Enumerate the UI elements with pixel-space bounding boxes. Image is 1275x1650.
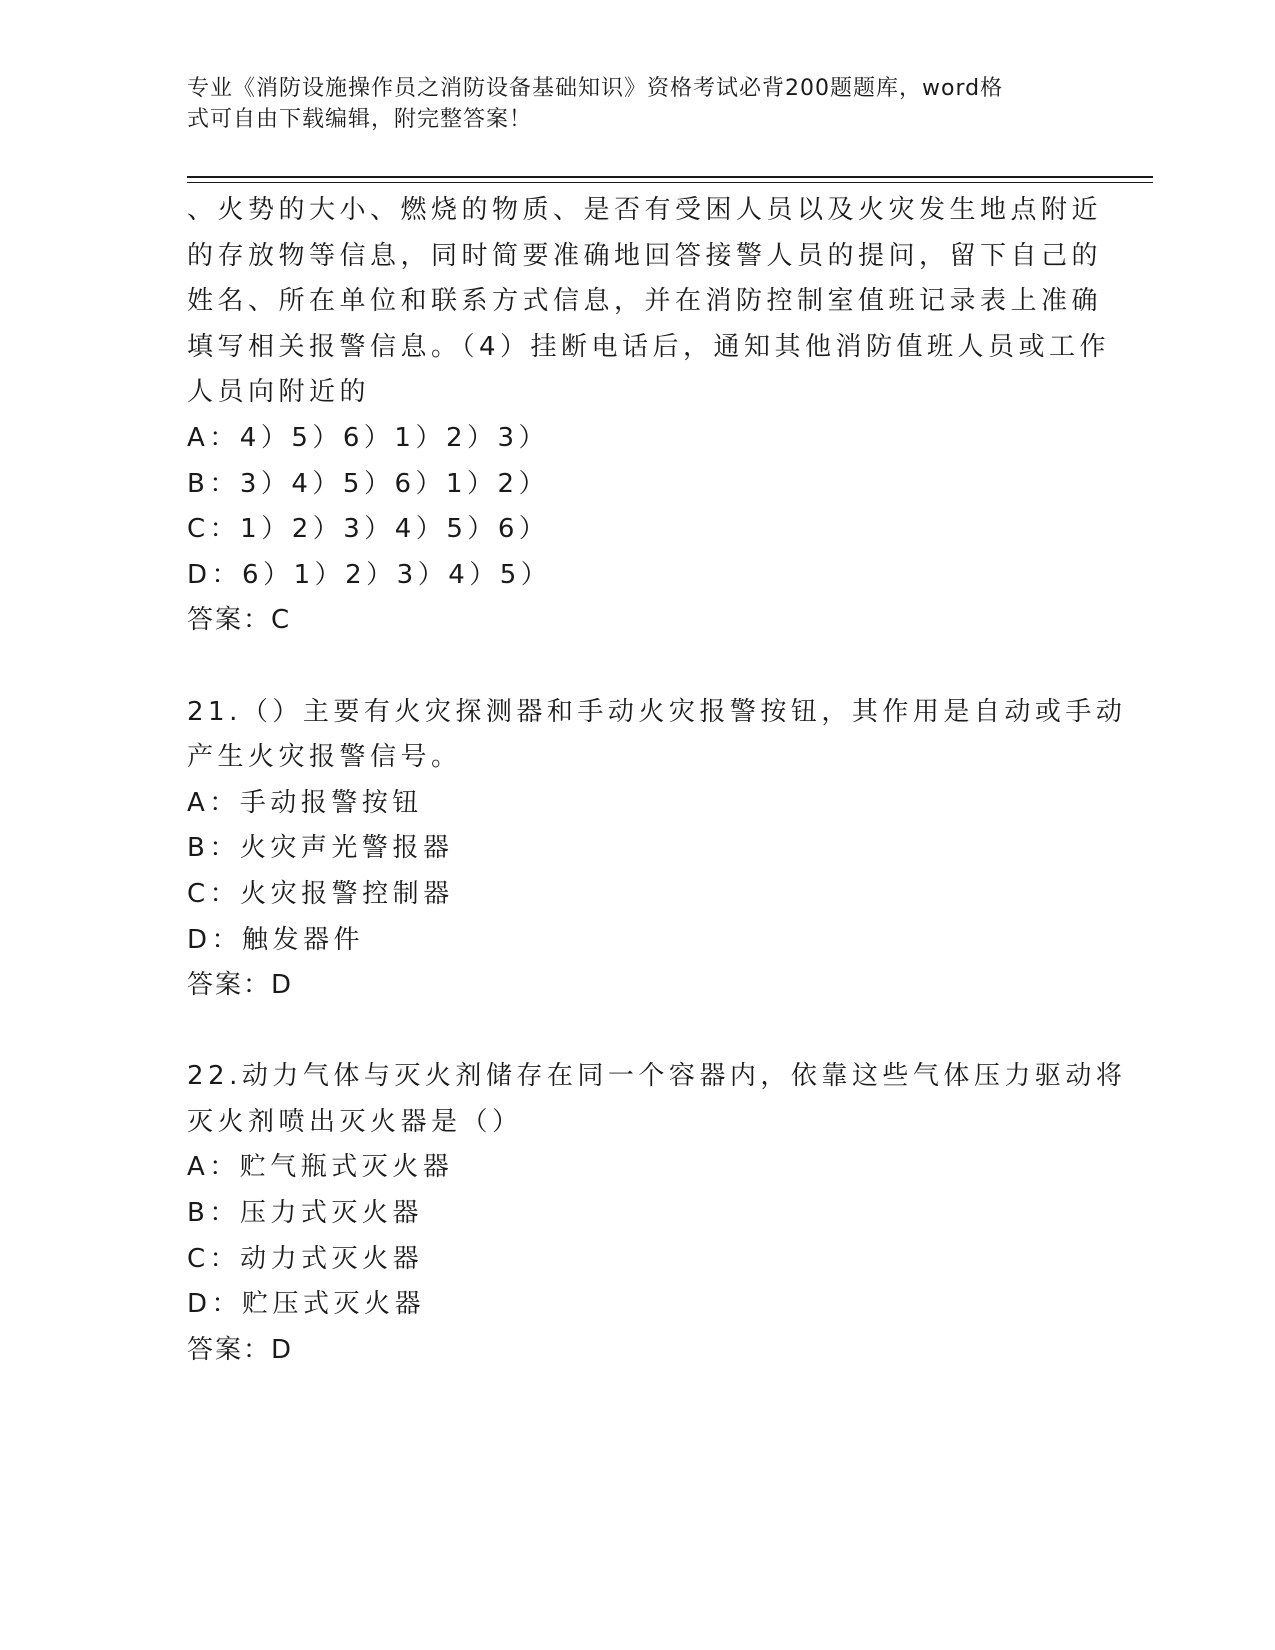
option-d: D：6）1）2）3）4）5） xyxy=(187,559,552,590)
header-line: 式可自由下载编辑，附完整答案！ xyxy=(187,107,533,132)
option-d: D：触发器件 xyxy=(187,924,365,955)
option-b: B：3）4）5）6）1）2） xyxy=(187,468,550,499)
option-b: B：压力式灭火器 xyxy=(187,1198,423,1229)
header-divider-thin xyxy=(187,182,1153,183)
question-21 xyxy=(187,690,1127,1009)
option-a: A：贮气瓶式灭火器 xyxy=(187,1152,454,1183)
question-text-line: 22.动力气体与灭火剂储存在同一个容器内，依靠这些气体压力驱动将 xyxy=(187,1061,1127,1092)
option-b: B：火灾声光警报器 xyxy=(187,833,454,864)
question-text-line: 、火势的大小、燃烧的物质、是否有受困人员以及火灾发生地点附近 xyxy=(187,195,1103,225)
question-text-line: 灭火剂喷出灭火器是（） xyxy=(187,1106,523,1137)
question-text-line: 姓名、所在单位和联系方式信息，并在消防控制室值班记录表上准确 xyxy=(187,286,1103,317)
answer-line: 答案：D xyxy=(187,970,294,1001)
document-header xyxy=(187,73,1087,135)
option-c: C：动力式灭火器 xyxy=(187,1243,424,1274)
question-text-line: 产生火灾报警信号。 xyxy=(187,742,462,773)
option-a: A：4）5）6）1）2）3） xyxy=(187,422,550,453)
option-a: A：手动报警按钮 xyxy=(187,787,423,818)
option-c: C：火灾报警控制器 xyxy=(187,878,454,909)
question-22 xyxy=(187,1054,1127,1373)
question-text-line: 人员向附近的 xyxy=(187,377,371,408)
option-c: C：1）2）3）4）5）6） xyxy=(187,514,550,545)
option-d: D：贮压式灭火器 xyxy=(187,1289,426,1320)
header-divider-thick xyxy=(187,176,1153,178)
question-text-line: 的存放物等信息，同时简要准确地回答接警人员的提问，留下自己的 xyxy=(187,240,1103,271)
question-content xyxy=(187,188,1127,1373)
header-line: 专业《消防设施操作员之消防设备基础知识》资格考试必背200题题库，word格 xyxy=(187,76,1004,101)
question-spacer xyxy=(187,644,1087,690)
answer-line: 答案：D xyxy=(187,1334,294,1365)
question-text-line: 21.（）主要有火灾探测器和手动火灾报警按钮，其作用是自动或手动 xyxy=(187,696,1127,727)
question-spacer xyxy=(187,1009,1087,1055)
question-text-line: 填写相关报警信息。（4）挂断电话后，通知其他消防值班人员或工作 xyxy=(187,331,1111,362)
question-continuation xyxy=(187,188,1111,644)
answer-line: 答案：C xyxy=(187,605,292,636)
